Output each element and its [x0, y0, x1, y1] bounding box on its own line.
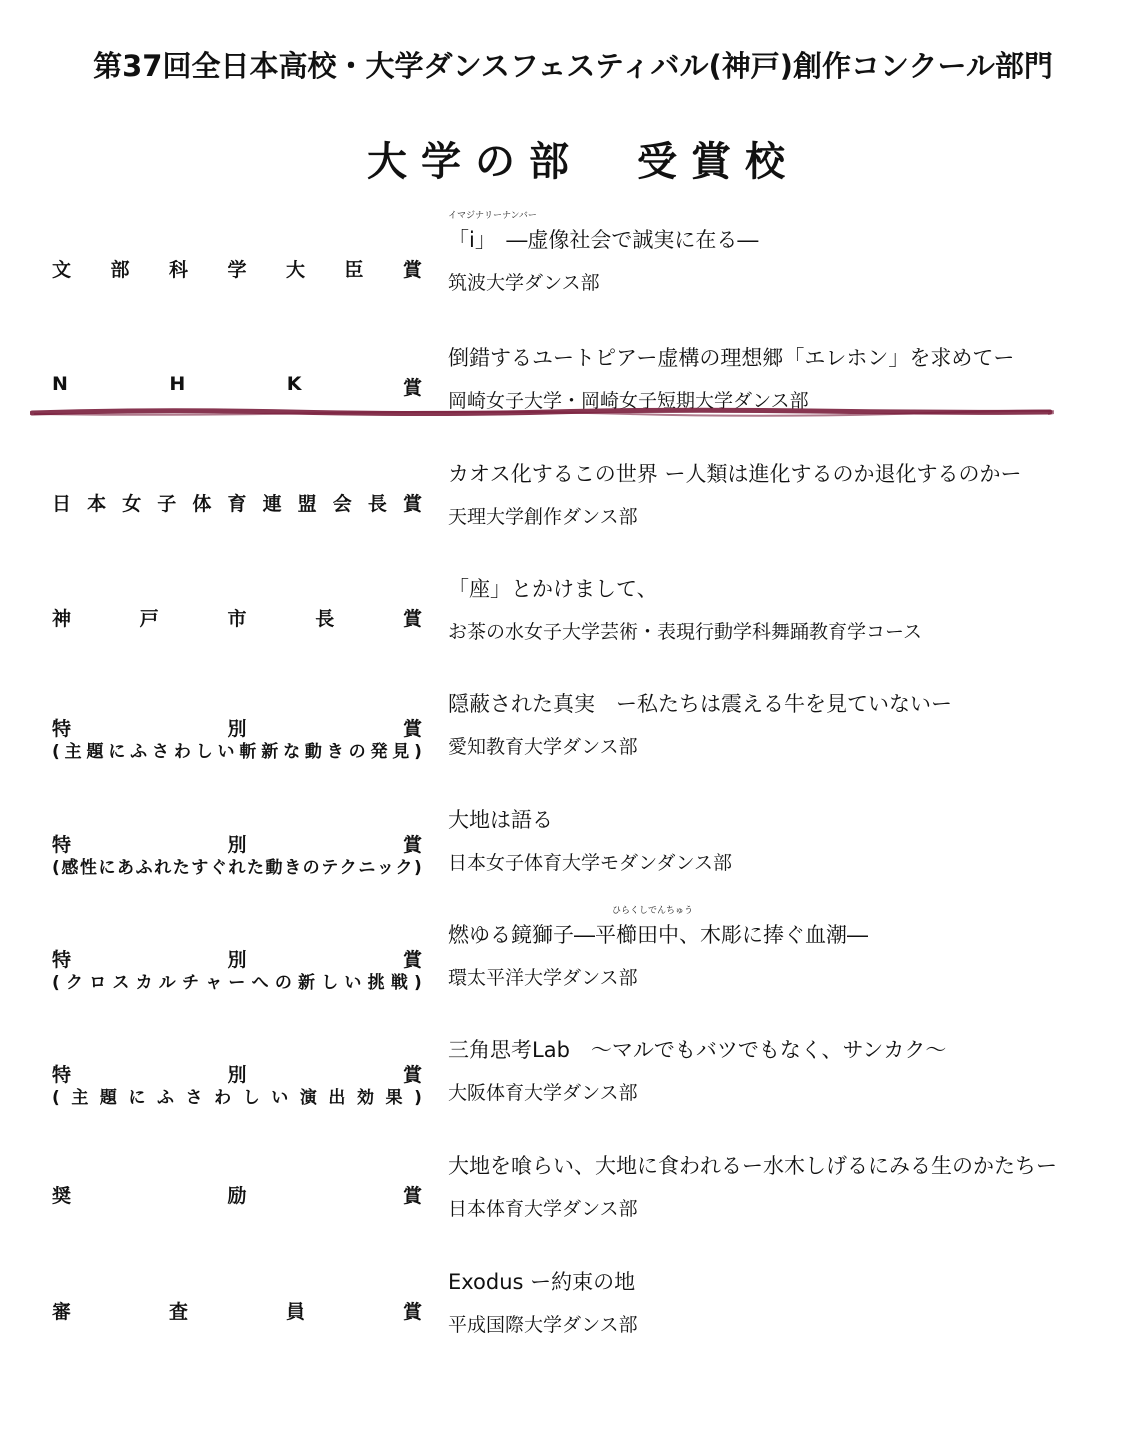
award-title: 日 本 女 子 体 育 連 盟 会 長 賞: [52, 493, 422, 515]
award-name: [52, 1297, 422, 1324]
school-name: 岡崎女子大学・岡崎女子短期大学ダンス部: [448, 390, 809, 412]
award-subtitle: ( 主 題 に ふ さ わ し い 演 出 効 果 ): [52, 1088, 422, 1108]
award-title: 奨 励 賞: [52, 1185, 422, 1207]
work-title: 倒錯するユートピアー虚構の理想郷「エレホン」を求めてー: [448, 346, 1015, 370]
page-header-title: 第37回全日本高校・大学ダンスフェスティバル(神戸)創作コンクール部門: [93, 49, 1053, 83]
work-title: 「座」とかけまして、: [448, 577, 658, 601]
section-title: 大学の部 受賞校: [367, 139, 799, 185]
school-name: 日本女子体育大学モダンダンス部: [448, 852, 733, 874]
award-name: [52, 945, 422, 994]
award-title: 特 別 賞: [52, 949, 422, 971]
furigana-ruby: イマジナリーナンバー: [448, 211, 537, 221]
work-title: 隠蔽された真実 ー私たちは震える牛を見ていないー: [448, 692, 952, 716]
work-title: カオス化するこの世界 ー人類は進化するのか退化するのかー: [448, 462, 1022, 486]
award-title: 特 別 賞: [52, 718, 422, 740]
work-title: 燃ゆる鏡獅子―平櫛田中、木彫に捧ぐ血潮―: [448, 923, 868, 947]
award-subtitle: ( ク ロ ス カ ル チ ャ ー へ の 新 し い 挑 戦 ): [52, 973, 422, 993]
school-name: 環太平洋大学ダンス部: [448, 967, 638, 989]
award-title: N H K 賞: [52, 373, 422, 399]
award-subtitle: ( 主 題 に ふ さ わ し い 斬 新 な 動 き の 発 見 ): [52, 742, 422, 762]
work-title: Exodus ー約束の地: [448, 1270, 636, 1294]
school-name: 平成国際大学ダンス部: [448, 1314, 638, 1336]
work-title: 「i」 ―虚像社会で誠実に在る―: [448, 228, 759, 252]
award-name: [52, 255, 422, 282]
divider-line: [30, 404, 1054, 420]
award-name: [52, 489, 422, 516]
school-name: 愛知教育大学ダンス部: [448, 736, 638, 758]
award-title: 特 別 賞: [52, 1064, 422, 1086]
award-name: [52, 1060, 422, 1109]
award-name: [52, 830, 422, 879]
school-name: お茶の水女子大学芸術・表現行動学科舞踊教育学コース: [448, 621, 923, 643]
award-title: 文 部 科 学 大 臣 賞: [52, 259, 422, 281]
award-title: 審 査 員 賞: [52, 1301, 422, 1323]
award-name: [52, 373, 422, 400]
work-title: 三角思考Lab ～マルでもバツでもなく、サンカク～: [448, 1038, 947, 1062]
award-name: [52, 1181, 422, 1208]
school-name: 日本体育大学ダンス部: [448, 1198, 638, 1220]
work-title: 大地を喰らい、大地に食われるー水木しげるにみる生のかたちー: [448, 1154, 1057, 1178]
award-subtitle: ( 感 性 に あ ふ れ た す ぐ れ た 動 き の テ ク ニ ッ ク ): [52, 858, 422, 878]
award-title: 特 別 賞: [52, 834, 422, 856]
school-name: 天理大学創作ダンス部: [448, 506, 638, 528]
school-name: 筑波大学ダンス部: [448, 272, 600, 294]
furigana-ruby: ひらくしでんちゅう: [612, 906, 694, 916]
work-title: 大地は語る: [448, 808, 553, 832]
school-name: 大阪体育大学ダンス部: [448, 1082, 638, 1104]
award-name: [52, 604, 422, 631]
award-title: 神 戸 市 長 賞: [52, 608, 422, 630]
award-name: [52, 714, 422, 763]
